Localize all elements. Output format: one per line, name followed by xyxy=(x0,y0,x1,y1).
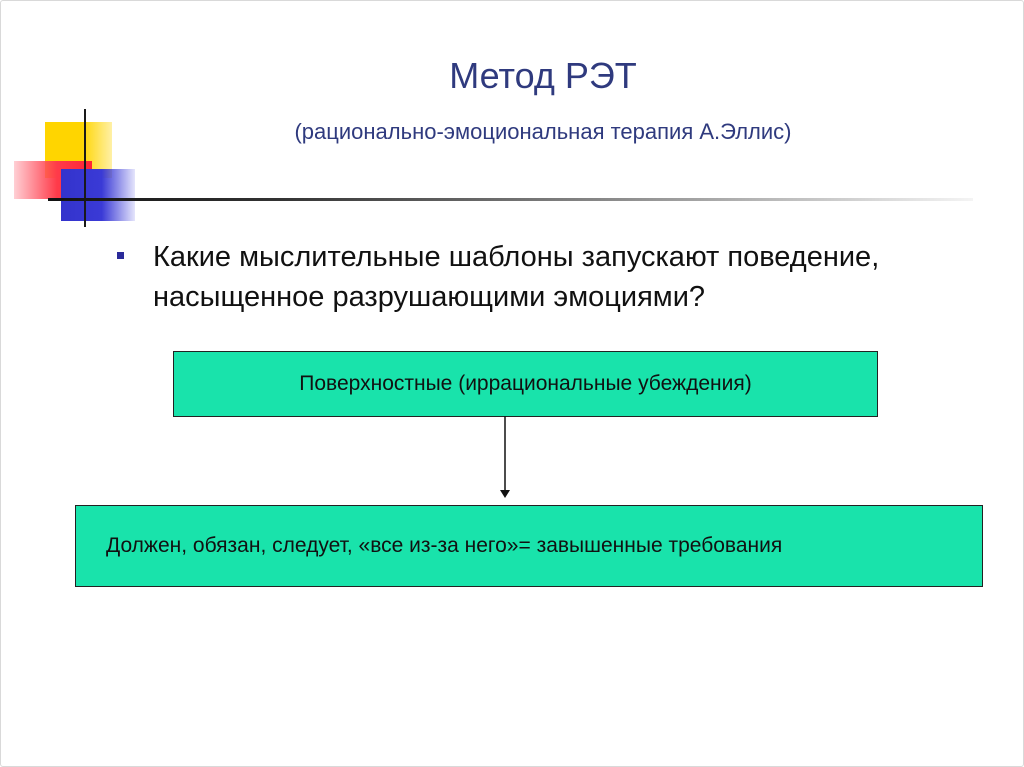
bottom-box xyxy=(75,505,983,587)
bottom-box-label: Должен, обязан, следует, «все из-за него»= завышенные требования xyxy=(106,534,783,557)
down-arrow-icon xyxy=(495,416,515,500)
decor-blue-square xyxy=(61,169,135,221)
bullet-line-1: Какие мыслительные шаблоны запускают поведение, xyxy=(153,241,880,273)
top-box-label: Поверхностные (иррациональные убеждения) xyxy=(299,372,752,395)
arrow-head xyxy=(500,490,510,498)
bullet-text xyxy=(153,237,1013,317)
decor-horizontal-rule xyxy=(48,198,973,201)
top-box xyxy=(173,351,878,417)
bullet-square-icon xyxy=(117,252,124,259)
slide-subtitle: (рационально-эмоциональная терапия А.Эллис) xyxy=(294,119,792,144)
bullet-line-2: насыщенное разрушающими эмоциями? xyxy=(153,281,706,313)
slide-title: Метод РЭТ xyxy=(449,55,637,96)
